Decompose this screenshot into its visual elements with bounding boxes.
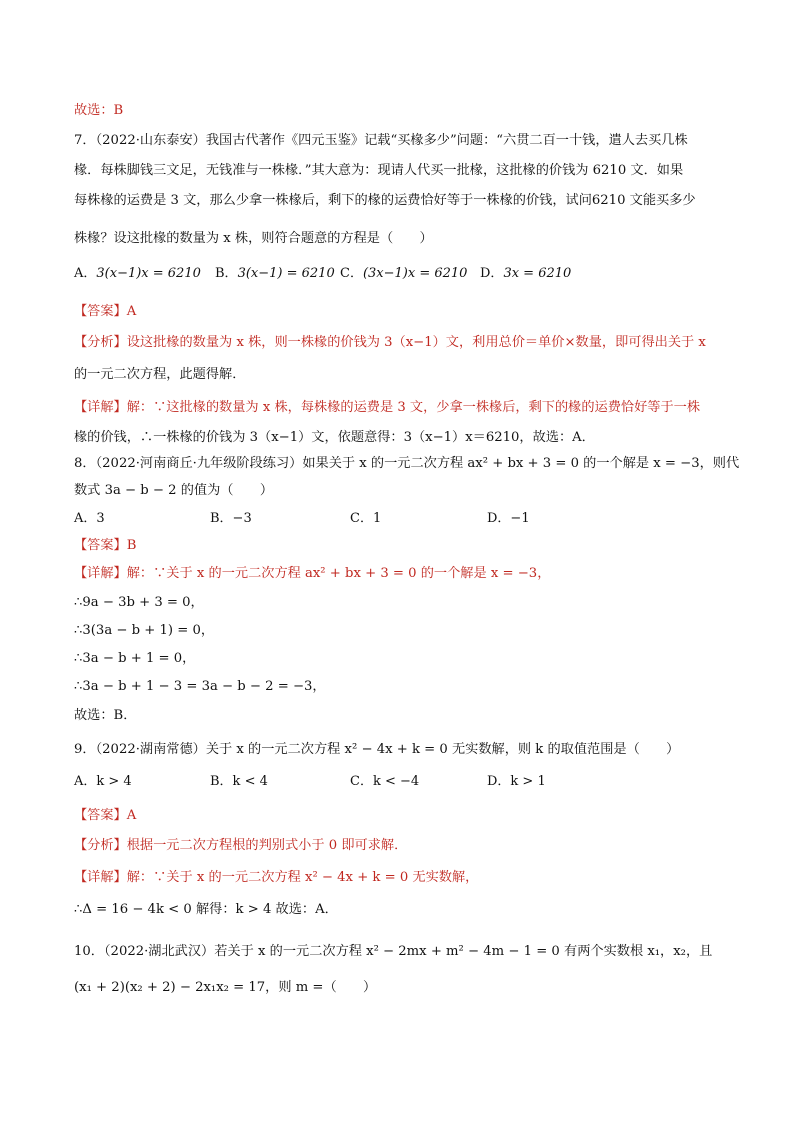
q7-answer: 【答案】A [74,304,137,319]
q9-option-b: B．k < 4 [210,774,268,789]
q10-stem-line-2: (x₁ + 2)(x₂ + 2) − 2x₁x₂ = 17，则 m =（ ） [74,980,377,995]
q8-step-1: ∴9a − 3b + 3 = 0， [74,595,204,610]
q9-option-d: D．k > 1 [487,774,546,789]
q7-stem-line-2: 椽．每株脚钱三文足，无钱准与一株椽．”其大意为：现请人代买一批椽，这批椽的价钱为 6210 文．如果 [74,163,684,178]
q8-option-a: A．3 [74,511,105,526]
q9-detail-line-2: ∴Δ = 16 − 4k < 0 解得：k > 4 故选：A． [74,902,338,917]
q9-detail-line-1: 【详解】解：∵关于 x 的一元二次方程 x² − 4x + k = 0 无实数解， [74,870,479,885]
q8-answer: 【答案】B [74,538,137,553]
q7-analysis-line-1: 【分析】设这批椽的数量为 x 株，则一株椽的价钱为 3（x−1）文，利用总价＝单价×数量，即可得出关于 x [74,335,706,350]
q8-option-c: C．1 [350,511,382,526]
q8-step-3: ∴3a − b + 1 = 0， [74,651,196,666]
q9-option-a: A．k > 4 [74,774,132,789]
q9-answer: 【答案】A [74,808,137,823]
q6-choice: 故选：B [74,103,124,118]
q7-option-d: D．3x = 6210 [480,266,572,281]
q10-stem-line-1: 10．（2022·湖北武汉）若关于 x 的一元二次方程 x² − 2mx + m² − 4m − 1 = 0 有两个实数根 x₁，x₂，且 [74,944,713,959]
q7-stem-line-3: 每株椽的运费是 3 文，那么少拿一株椽后，剩下的椽的运费恰好等于一株椽的价钱，试问6210 文能买多少 [74,193,696,208]
q7-option-b: B．3(x−1) = 6210 [215,266,335,281]
q7-detail-line-1: 【详解】解：∵这批椽的数量为 x 株，每株椽的运费是 3 文，少拿一株椽后，剩下的椽的运费恰好等于一株 [74,400,701,415]
q8-detail-line-1: 【详解】解：∵关于 x 的一元二次方程 ax² + bx + 3 = 0 的一个解是 x = −3， [74,566,551,581]
q7-stem-line-1: 7．（2022·山东泰安）我国古代著作《四元玉鉴》记载“买椽多少”问题：“六贯二百一十钱，遣人去买几株 [74,133,688,148]
q9-stem: 9．（2022·湖南常德）关于 x 的一元二次方程 x² − 4x + k = 0 无实数解，则 k 的取值范围是（ ） [74,742,680,757]
q7-detail-line-2: 椽的价钱，∴一株椽的价钱为 3（x−1）文，依题意得：3（x−1）x＝6210，故选：A． [74,430,595,445]
q8-step-2: ∴3(3a − b + 1) = 0， [74,623,215,638]
q7-option-a: A．3(x−1)x = 6210 [74,266,201,281]
q7-analysis-line-2: 的一元二次方程，此题得解． [74,367,246,382]
q8-option-b: B．−3 [210,511,252,526]
q7-option-c: C．(3x−1)x = 6210 [340,266,468,281]
q8-stem-line-1: 8．（2022·河南商丘·九年级阶段练习）如果关于 x 的一元二次方程 ax² + bx + 3 = 0 的一个解是 x = −3，则代 [74,456,740,471]
q8-stem-line-2: 数式 3a − b − 2 的值为（ ） [74,483,274,498]
q7-stem-line-4: 株椽？设这批椽的数量为 x 株，则符合题意的方程是（ ） [74,231,433,246]
q8-step-4: ∴3a − b + 1 − 3 = 3a − b − 2 = −3， [74,679,326,694]
q9-analysis: 【分析】根据一元二次方程根的判别式小于 0 即可求解． [74,838,408,853]
q8-choice: 故选：B． [74,708,137,723]
q9-option-c: C．k < −4 [350,774,420,789]
q8-option-d: D．−1 [487,511,530,526]
